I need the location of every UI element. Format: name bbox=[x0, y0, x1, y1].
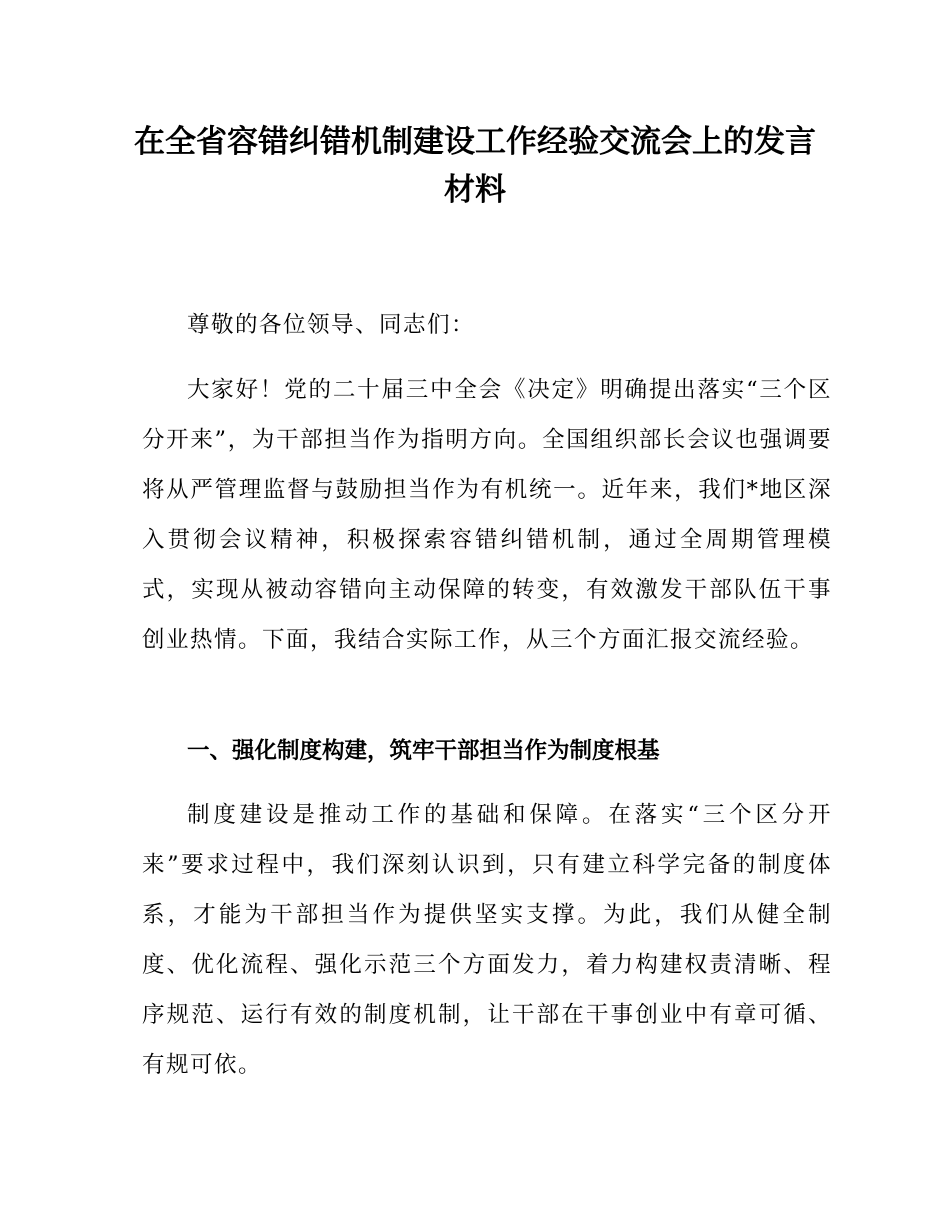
document-title: 在全省容错纠错机制建设工作经验交流会上的发言材料 bbox=[134, 124, 816, 208]
paragraph-section-1: 制度建设是推动工作的基础和保障。在落实“三个区分开来”要求过程中，我们深刻认识到，只有建立科学完备的制度体系，才能为干部担当作为提供坚实支撑。为此，我们从健全制度、优化流程、强化示范三个方面发力，着力构建权责清晰、程序规范、运行有效的制度机制，让干部在干事创业中有章可循、有规可依。 bbox=[142, 802, 832, 1078]
section-heading-1: 一、强化制度构建，筑牢干部担当作为制度根基 bbox=[187, 738, 660, 764]
greeting: 尊敬的各位领导、同志们： bbox=[187, 312, 476, 338]
paragraph-intro: 大家好！党的二十届三中全会《决定》明确提出落实“三个区分开来”，为干部担当作为指明方向。全国组织部长会议也强调要将从严管理监督与鼓励担当作为有机统一。近年来，我们*地区深入贯彻会议精神，积极探索容错纠错机制，通过全周期管理模式，实现从被动容错向主动保障的转变，有效激发干部队伍干事创业热情。下面，我结合实际工作，从三个方面汇报交流经验。 bbox=[142, 377, 832, 653]
